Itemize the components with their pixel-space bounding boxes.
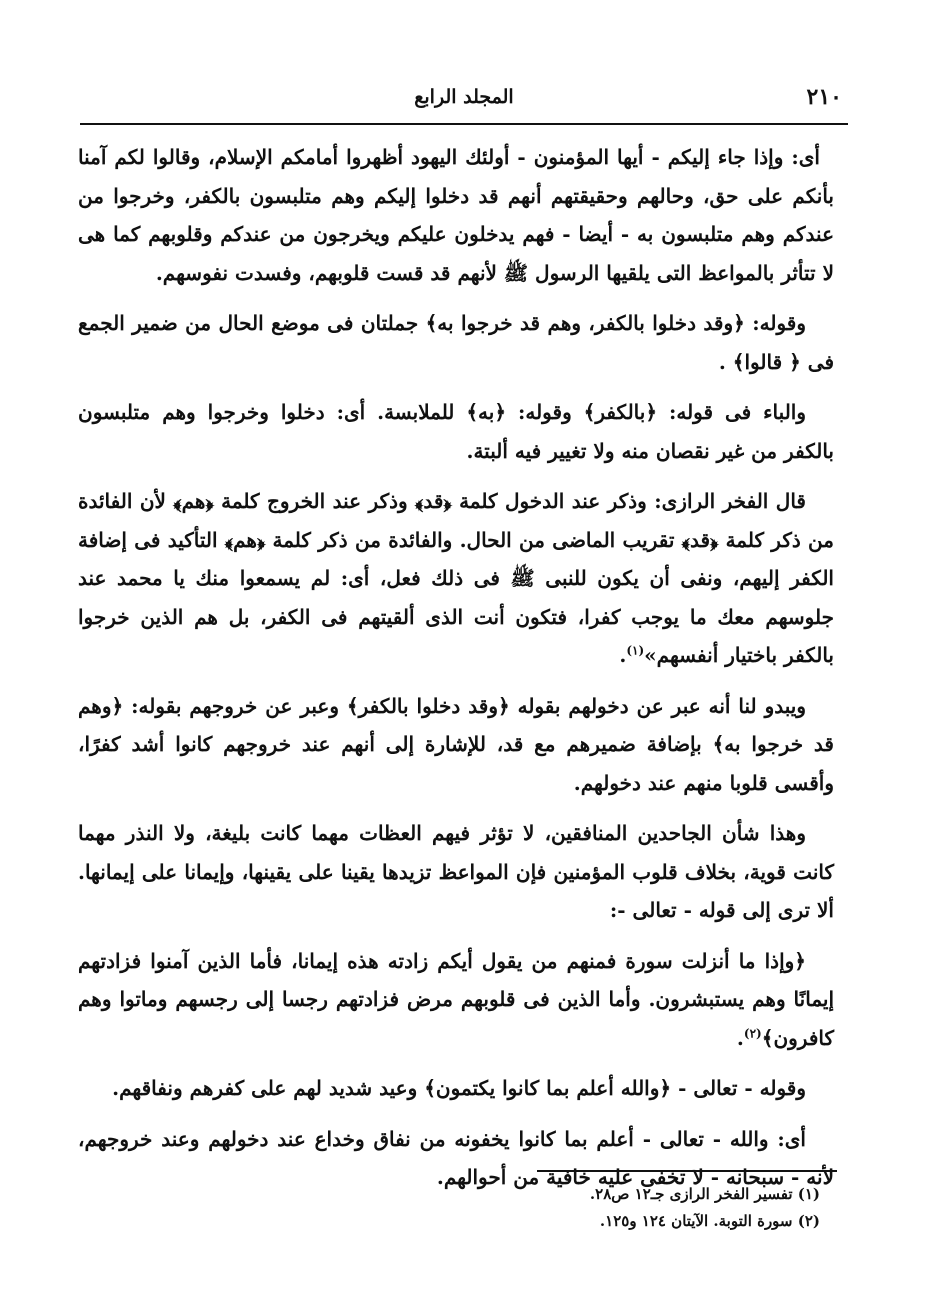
footnote-reference[interactable]: (٢) <box>743 1025 762 1040</box>
paragraph-7: ﴿وإذا ما أنزلت سورة فمنهم من يقول أيكم زادته هذه إيمانا، فأما الذين آمنوا فزادتهم إيمانًا وهم يستبشرون. وأما الذين فى قلوبهم مرض فزادتهم رجسا إلى رجسهم وماتوا وهم كافرون﴾$^{(٢)}$. <box>78 948 834 1050</box>
paragraph-text: قال الفخر الرازى: وذكر عند الدخول كلمة ﴿قد﴾ وذكر عند الخروج كلمة ﴿هم﴾ لأن الفائدة من ذكر كلمة ﴿قد﴾ تقريب الماضى من الحال. والفائدة من ذكر كلمة ﴿هم﴾ التأكيد فى إضافة الكفر إليهم، ونفى أن يكون للنبى ﷺ فى ذلك فعل، أى: لم يسمعوا منك يا محمد عند جلوسهم معك ما يوجب كفرا، فتكون أنت الذى ألقيتهم فى الكفر، بل هم الذين خرجوا بالكفر باختيار أنفسهم» <box>78 489 834 667</box>
paragraph-5 <box>78 687 834 803</box>
paragraph-3 <box>78 393 834 470</box>
paragraph-1 <box>78 138 834 292</box>
paragraph-4: قال الفخر الرازى: وذكر عند الدخول كلمة ﴿قد﴾ وذكر عند الخروج كلمة ﴿هم﴾ لأن الفائدة من ذكر كلمة ﴿قد﴾ تقريب الماضى من الحال. والفائدة من ذكر كلمة ﴿هم﴾ التأكيد فى إضافة الكفر إليهم، ونفى أن يكون للنبى ﷺ فى ذلك فعل، أى: لم يسمعوا منك يا محمد عند جلوسهم معك ما يوجب كفرا، فتكون أنت الذى ألقيتهم فى الكفر، بل هم الذين خرجوا بالكفر باختيار أنفسهم»$^{(١)}$. <box>78 489 834 667</box>
paragraph-text: وهذا شأن الجاحدين المنافقين، لا تؤثر فيهم العظات مهما كانت بليغة، ولا النذر مهما كانت قوية، بخلاف قلوب المؤمنين فإن المواعظ تزيدها يقينا على يقينها، وإيمانا على إيمانها. ألا ترى إلى قوله - تعالى -: <box>78 821 834 922</box>
footnote-divider <box>537 1170 837 1172</box>
page-header <box>80 82 848 120</box>
paragraph-text: وقوله - تعالى - ﴿والله أعلم بما كانوا يكتمون﴾ وعيد شديد لهم على كفرهم ونفاقهم. <box>112 1076 806 1100</box>
paragraph-text: ﴿وإذا ما أنزلت سورة فمنهم من يقول أيكم زادته هذه إيمانا، فأما الذين آمنوا فزادتهم إيمانًا وهم يستبشرون. وأما الذين فى قلوبهم مرض فزادتهم رجسا إلى رجسهم وماتوا وهم كافرون﴾ <box>78 948 834 1050</box>
footnotes <box>400 1181 820 1235</box>
paragraph-text: أى: والله - تعالى - أعلم بما كانوا يخفونه من نفاق وخداع عند دخولهم وعند خروجهم، لأنه - سبحانه - لا تخفى عليه خافية من أحوالهم. <box>78 1126 834 1189</box>
paragraph-text: والباء فى قوله: ﴿بالكفر﴾ وقوله: ﴿به﴾ للملابسة. أى: دخلوا وخرجوا وهم متلبسون بالكفر من غير نقصان منه ولا تغيير فيه ألبتة. <box>78 400 834 463</box>
footnote-1: (١) تفسير الفخر الرازى جـ١٢ ص٢٨. <box>589 1185 820 1203</box>
footnote-2: (٢) سورة التوبة. الآيتان ١٢٤ و١٢٥. <box>599 1212 820 1230</box>
paragraph-8 <box>78 1069 834 1108</box>
volume-title: المجلد الرابع <box>414 86 514 108</box>
page-number: ٢١٠ <box>806 84 842 110</box>
paragraph-text: وقوله: ﴿وقد دخلوا بالكفر، وهم قد خرجوا به﴾ جملتان فى موضع الحال من ضمير الجمع فى ﴿ قالوا﴾ . <box>78 311 834 374</box>
footnote-reference[interactable]: (١) <box>626 643 645 658</box>
paragraph-2 <box>78 304 834 381</box>
paragraph-text: ويبدو لنا أنه عبر عن دخولهم بقوله ﴿وقد دخلوا بالكفر﴾ وعبر عن خروجهم بقوله: ﴿وهم قد خرجوا به﴾ بإضافة ضميرهم مع قد، للإشارة إلى أنهم عند خروجهم كانوا أشد كفرًا، وأقسى قلوبا منهم عند دخولهم. <box>78 693 834 795</box>
header-divider <box>80 123 848 125</box>
paragraph-text: أى: وإذا جاء إليكم - أيها المؤمنون - أولئك اليهود أظهروا أمامكم الإسلام، وقالوا لكم آمنا بأنكم على حق، وحالهم وحقيقتهم أنهم قد دخلوا إليكم وهم متلبسون بالكفر، وخرجوا من عندكم وهم متلبسون به - أيضا - فهم يدخلون عليكم ويخرجون من عندكم وقلوبهم كما هى لا تتأثر بالمواعظ التى يلقيها الرسول ﷺ لأنهم قد قست قلوبهم، وفسدت نفوسهم. <box>78 145 834 285</box>
main-text <box>78 138 834 1209</box>
paragraph-6 <box>78 814 834 930</box>
